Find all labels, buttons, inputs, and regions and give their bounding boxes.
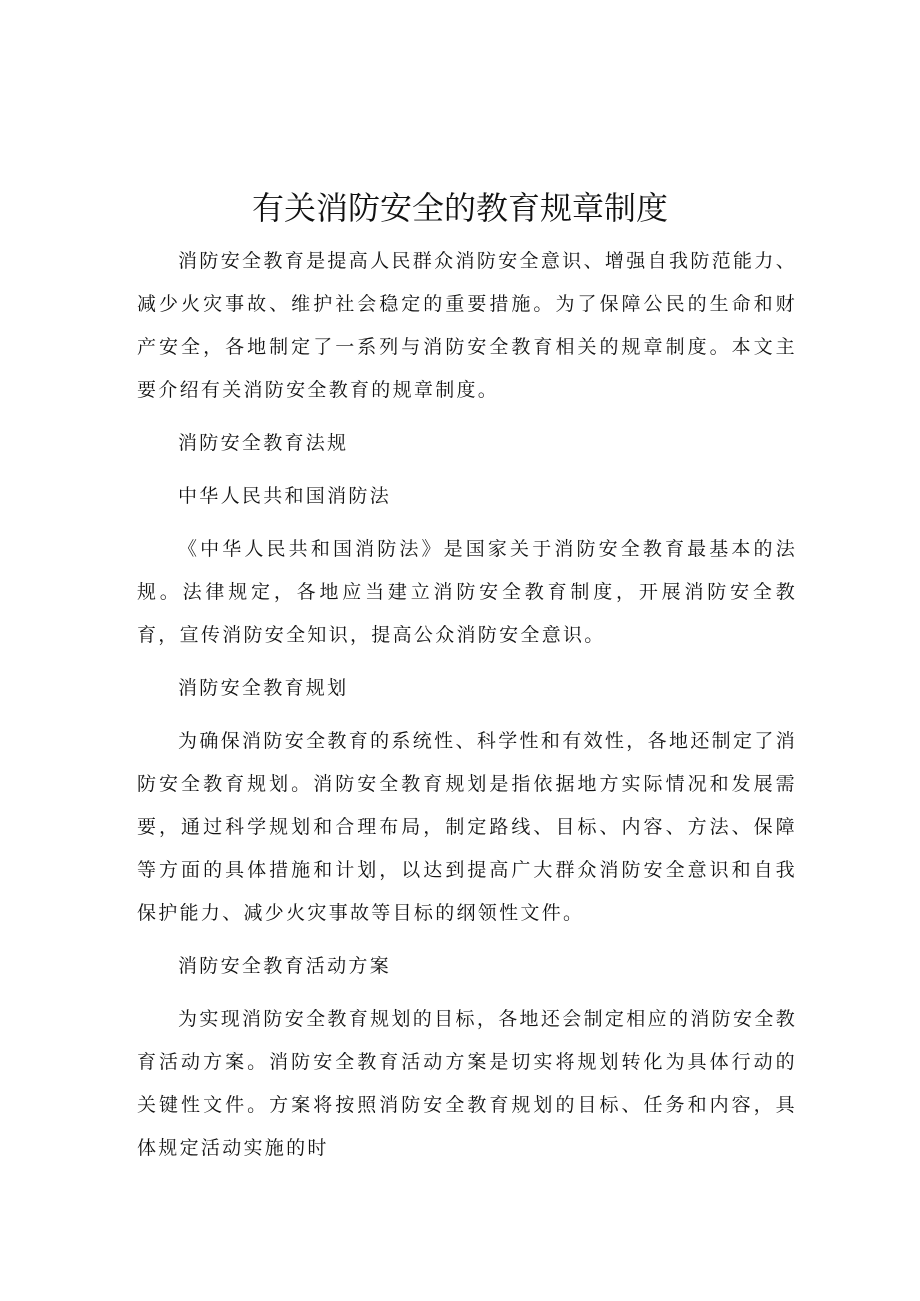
intro-paragraph: 消防安全教育是提高人民群众消防安全意识、增强自我防范能力、减少火灾事故、维护社会稳定的重要措施。为了保障公民的生命和财产安全，各地制定了一系列与消防安全教育相关的规章制度。本文主要介绍有关消防安全教育的规章制度。 <box>137 250 797 401</box>
section-heading-regulations: 消防安全教育法规 <box>178 432 349 454</box>
planning-paragraph: 为确保消防安全教育的系统性、科学性和有效性，各地还制定了消防安全教育规划。消防安全教育规划是指依据地方实际情况和发展需要，通过科学规划和合理布局，制定路线、目标、内容、方法、保障等方面的具体措施和计划，以达到提高广大群众消防安全意识和自我保护能力、减少火灾事故等目标的纲领性文件。 <box>137 730 797 924</box>
document-body <box>137 240 797 1170</box>
document-title: 有关消防安全的教育规章制度 <box>251 189 668 227</box>
section-heading-planning: 消防安全教育规划 <box>178 677 349 699</box>
section-heading-activity-plan: 消防安全教育活动方案 <box>178 955 392 977</box>
fire-law-paragraph: 《中华人民共和国消防法》是国家关于消防安全教育最基本的法规。法律规定，各地应当建立消防安全教育制度，开展消防安全教育，宣传消防安全知识，提高公众消防安全意识。 <box>137 538 797 646</box>
activity-plan-paragraph: 为实现消防安全教育规划的目标，各地还会制定相应的消防安全教育活动方案。消防安全教育活动方案是切实将规划转化为具体行动的关键性文件。方案将按照消防安全教育规划的目标、任务和内容，具体规定活动实施的时 <box>137 1008 797 1159</box>
section-heading-fire-law: 中华人民共和国消防法 <box>178 485 392 507</box>
